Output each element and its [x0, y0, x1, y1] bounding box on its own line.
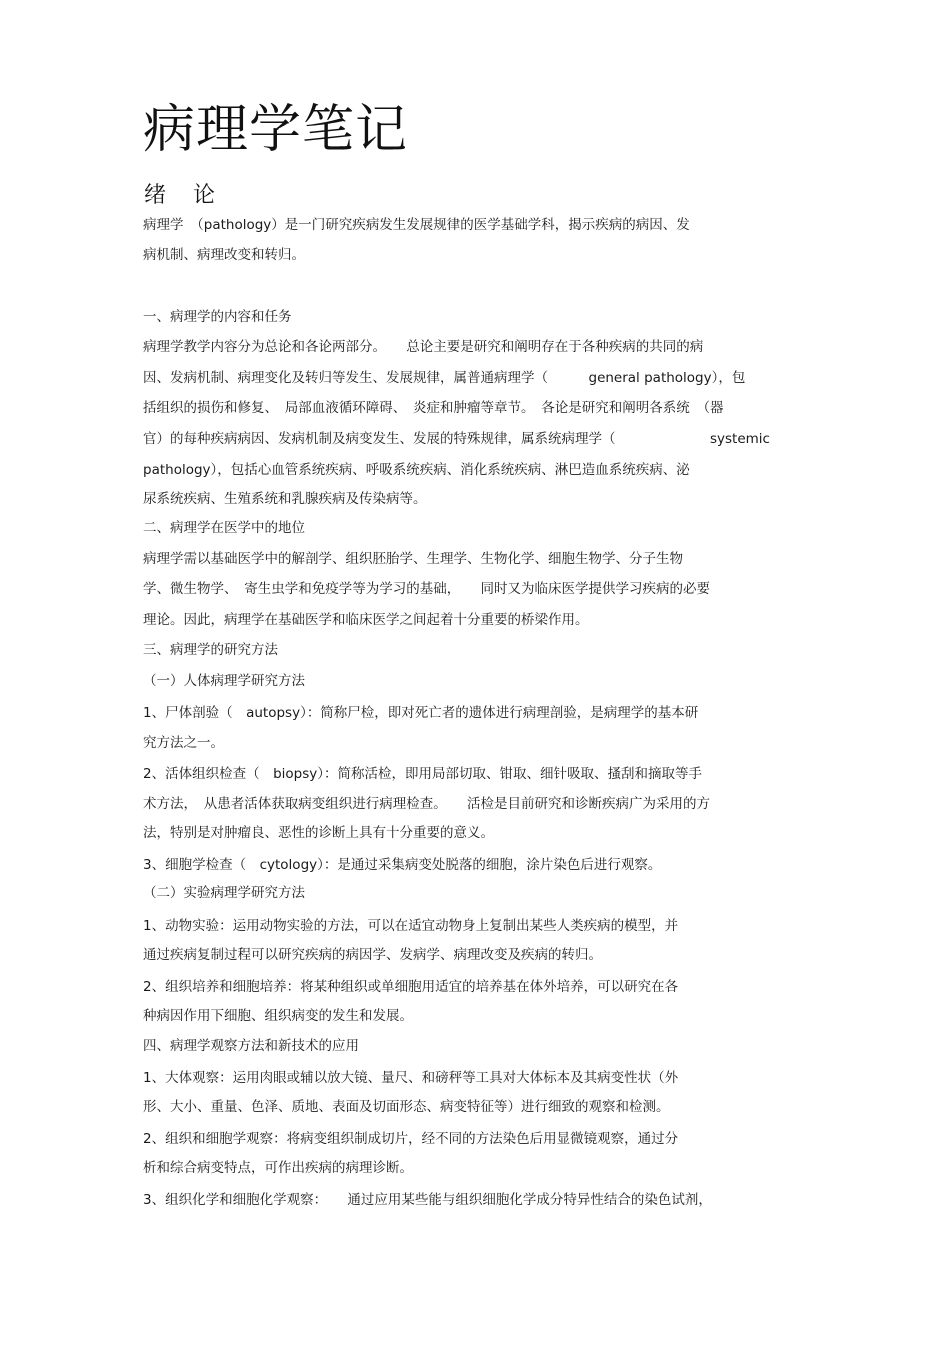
section-heading: 四、病理学观察方法和新技术的应用 [143, 1038, 359, 1054]
text-line: 括组织的损伤和修复、 局部血液循环障碍、 炎症和肿瘤等章节。 各论是研究和阐明各系统 （器 [143, 400, 724, 416]
text-line: 形、大小、重量、色泽、质地、表面及切面形态、病变特征等）进行细致的观察和检测。 [143, 1099, 670, 1115]
text-line: pathology），包括心血管系统疾病、呼吸系统疾病、消化系统疾病、淋巴造血系统疾病、泌 [143, 462, 690, 478]
text-line: 病理学需以基础医学中的解剖学、组织胚胎学、生理学、生物化学、细胞生物学、分子生物 [143, 551, 683, 567]
text-line: 法，特别是对肿瘤良、恶性的诊断上具有十分重要的意义。 [143, 825, 494, 841]
text-line: 尿系统疾病、生殖系统和乳腺疾病及传染病等。 [143, 491, 427, 507]
text-line: 理论。因此，病理学在基础医学和临床医学之间起着十分重要的桥梁作用。 [143, 612, 589, 628]
section-heading-introduction: 绪 论 [144, 183, 225, 208]
text-line: 2、活体组织检查（ biopsy）：简称活检，即用局部切取、钳取、细针吸取、搔刮和摘取等手 [143, 766, 703, 782]
text-line: 病理学 （pathology）是一门研究疾病发生发展规律的医学基础学科，揭示疾病的病因、发 [143, 217, 690, 233]
subsection-heading: （二）实验病理学研究方法 [143, 885, 305, 901]
page-title: 病理学笔记 [143, 100, 409, 160]
text-line: 病机制、病理改变和转归。 [143, 247, 305, 263]
section-heading: 三、病理学的研究方法 [143, 642, 278, 658]
text-line: 病理学教学内容分为总论和各论两部分。 总论主要是研究和阐明存在于各种疾病的共同的病 [143, 339, 704, 355]
text-line: 2、组织和细胞学观察：将病变组织制成切片，经不同的方法染色后用显微镜观察，通过分 [143, 1131, 679, 1147]
text-line: 究方法之一。 [143, 735, 224, 751]
text-line: 术方法， 从患者活体获取病变组织进行病理检查。 活检是目前研究和诊断疾病广为采用的方 [143, 796, 710, 812]
text-line: 种病因作用下细胞、组织病变的发生和发展。 [143, 1008, 413, 1024]
text-line: 1、动物实验：运用动物实验的方法，可以在适宜动物身上复制出某些人类疾病的模型，并 [143, 918, 679, 934]
text-line: 学、微生物学、 寄生虫学和免疫学等为学习的基础， 同时又为临床医学提供学习疾病的必要 [143, 581, 710, 597]
section-heading: 二、病理学在医学中的地位 [143, 520, 305, 536]
section-heading: 一、病理学的内容和任务 [143, 309, 292, 325]
text-line: 2、组织培养和细胞培养：将某种组织或单细胞用适宜的培养基在体外培养，可以研究在各 [143, 979, 679, 995]
subsection-heading: （一）人体病理学研究方法 [143, 673, 305, 689]
text-line: 析和综合病变特点，可作出疾病的病理诊断。 [143, 1160, 413, 1176]
text-line: 3、细胞学检查（ cytology）：是通过采集病变处脱落的细胞，涂片染色后进行观察。 [143, 857, 662, 873]
text-line: 因、发病机制、病理变化及转归等发生、发展规律，属普通病理学（ general pathology），包 [143, 370, 746, 386]
text-line: 3、组织化学和细胞化学观察： 通过应用某些能与组织细胞化学成分特异性结合的染色试剂， [143, 1192, 712, 1208]
text-line: 官）的每种疾病病因、发病机制及病变发生、发展的特殊规律，属系统病理学（ systemic [143, 431, 770, 447]
text-line: 1、大体观察：运用肉眼或辅以放大镜、量尺、和磅秤等工具对大体标本及其病变性状（外 [143, 1070, 679, 1086]
text-line: 通过疾病复制过程可以研究疾病的病因学、发病学、病理改变及疾病的转归。 [143, 947, 602, 963]
text-line: 1、尸体剖验（ autopsy）：简称尸检，即对死亡者的遗体进行病理剖验，是病理学的基本研 [143, 705, 699, 721]
